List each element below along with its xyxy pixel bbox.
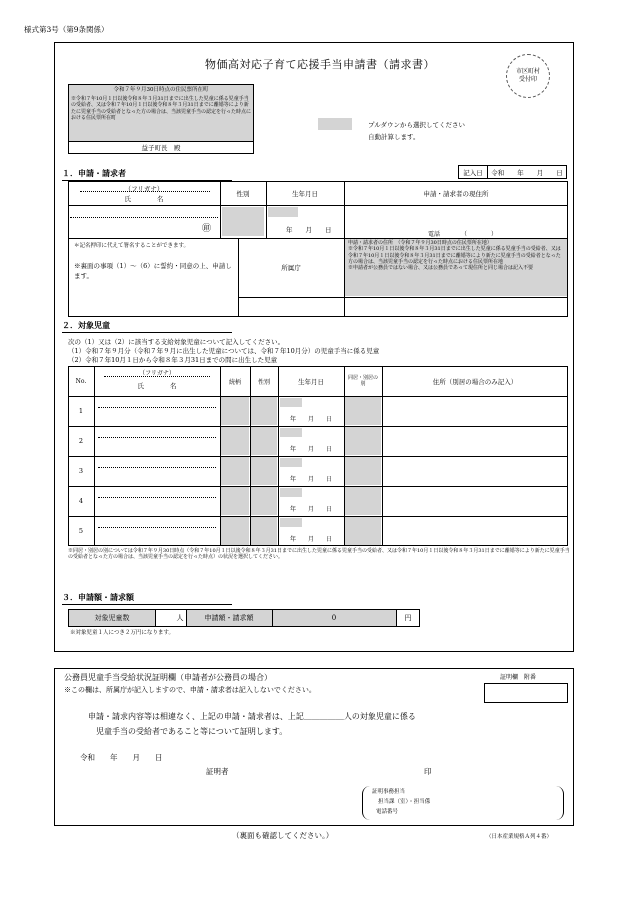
- section3-note: ※対象児童１人につき２万円になります。: [70, 630, 174, 636]
- child-birth-ymd: 年 月 日: [290, 476, 333, 483]
- applicant-gender-select[interactable]: [222, 207, 264, 236]
- section3-title: ３．申請額・請求額: [62, 592, 232, 605]
- municipality-note: ※令和７年10月１日以後令和８年３月31日までに出生した児童に係る児童手当の受給者、又は令和７年10月１日以後令和８年３月31日までに離婚等により新たに児童手当の受給者となった方の場合は、当該児童手当の認定を行った時点における住民票所在町: [71, 96, 252, 121]
- col-address-header: 住所（別居の場合のみ記入）: [432, 377, 518, 386]
- col-no-header: No.: [75, 377, 87, 385]
- pulldown-legend-swatch: [318, 118, 352, 130]
- cert-statement-2: 児童手当の受給者であること等について証明します。: [96, 727, 288, 736]
- applicant-registered-address-note: 申請・請求者の住所 （令和７年９月30日時点の住民票所在地） ※令和７年10月１日以後令和８年３月31日までに出生した児童に係る児童手当の受給者、又は令和７年10月１日以後令和８年３月31日までに離婚等により新たに児童手当の受給者となった方の場合は、当該児童手当の認定を行った時点における住民票所在地 ※申請者が公務員ではない場合、又は公務員であって現住所と同じ場合は記入不要: [345, 239, 567, 296]
- child-cohab-select[interactable]: [345, 427, 381, 455]
- cert-date[interactable]: 令和 年 月 日: [80, 753, 163, 762]
- reception-stamp-circle: 市区町村 受付印: [506, 54, 550, 98]
- section2-item2: （2）令和７年10月１日から令和８年３月31日までの間に出生した児童: [68, 356, 278, 364]
- child-era-select[interactable]: [280, 398, 302, 407]
- col-relation-header: 続柄: [228, 378, 241, 386]
- child-furigana-input[interactable]: [96, 398, 218, 407]
- child-cohab-select[interactable]: [345, 457, 381, 485]
- child-address-input[interactable]: [384, 398, 566, 424]
- auto-calc-legend-text: 自動計算します。: [368, 133, 420, 141]
- child-row-number: 4: [78, 497, 84, 505]
- registered-address-input[interactable]: [346, 299, 566, 315]
- child-furigana-input[interactable]: [96, 488, 218, 497]
- cert-office-phone: 電話番号: [376, 809, 399, 815]
- cert-office-title: 証明事務担当: [372, 789, 406, 795]
- child-row-number: 2: [78, 437, 84, 445]
- child-cohab-select[interactable]: [345, 517, 381, 545]
- seal-mark: ㊞: [202, 224, 212, 234]
- col-cohab-header: 同居・別居の別: [347, 374, 378, 387]
- child-gender-select[interactable]: [251, 427, 277, 455]
- child-relation-select[interactable]: [221, 487, 249, 515]
- child-row-number: 5: [78, 527, 84, 535]
- form-title: 物価高対応子育て応援手当申請書（請求書）: [205, 58, 435, 71]
- oath-text: ※裏面の事項（1）～（6）に誓約・同意の上、申請します。: [74, 262, 232, 280]
- child-relation-select[interactable]: [221, 457, 249, 485]
- applicant-name-header: 氏 名: [124, 195, 164, 203]
- applicant-furigana-header: （フリガナ）: [124, 185, 164, 193]
- section2-note: ※同居・別居の別については令和７年９月30日時点（令和７年10月１日以後令和８年３月31日までに出生した児童に係る児童手当の受給者、又は令和７年10月１日以後令和８年３月31日までに離婚等により新たに児童手当の受給者となった方の場合は、当該児童手当の認定を行った時点）の状況を選択してください。: [68, 548, 570, 561]
- child-cohab-select[interactable]: [345, 487, 381, 515]
- child-name-input[interactable]: [96, 409, 218, 424]
- applicant-phone[interactable]: 電話 （ ）: [428, 231, 498, 238]
- amount-value: 0: [331, 614, 337, 622]
- child-count-unit: 人: [176, 614, 184, 622]
- child-era-select[interactable]: [280, 518, 302, 527]
- child-gender-select[interactable]: [251, 457, 277, 485]
- child-furigana-input[interactable]: [96, 518, 218, 527]
- col-birth-header: 生年月日: [298, 377, 324, 386]
- date-field[interactable]: 令和 年 月 日: [487, 165, 567, 179]
- cert-statement-1: 申請・請求内容等は相違なく、上記の申請・請求者は、上記＿＿＿＿＿人の対象児童に係る: [88, 712, 416, 721]
- col-furigana-header: （フリガナ）: [139, 370, 175, 377]
- section2-item1: （1）令和７年９月分（令和７年９月に出生した児童については、令和７年10月分）の児童手当に係る児童: [68, 347, 380, 355]
- child-address-input[interactable]: [384, 518, 566, 544]
- child-count-label: 対象児童数: [94, 614, 130, 622]
- col-name-header: 氏 名: [137, 382, 177, 390]
- affiliation-label: 所属庁: [281, 264, 301, 272]
- child-gender-select[interactable]: [251, 487, 277, 515]
- child-furigana-input[interactable]: [96, 458, 218, 467]
- applicant-era-select[interactable]: [268, 207, 298, 217]
- child-address-input[interactable]: [384, 458, 566, 484]
- seal-note: ＊記名押印に代えて署名することができます。: [74, 243, 190, 249]
- applicant-address-input[interactable]: [346, 207, 566, 227]
- section2-title: ２．対象児童: [62, 320, 232, 333]
- child-era-select[interactable]: [280, 488, 302, 497]
- applicant-birth-header: 生年月日: [292, 189, 318, 198]
- applicant-address-header: 申請・請求者の現住所: [423, 189, 489, 198]
- amount-label: 申請額・請求額: [204, 614, 254, 622]
- child-gender-select[interactable]: [251, 517, 277, 545]
- child-name-input[interactable]: [96, 499, 218, 514]
- date-label: 記入日: [458, 165, 488, 179]
- child-relation-select[interactable]: [221, 397, 249, 425]
- child-relation-select[interactable]: [221, 517, 249, 545]
- child-cohab-select[interactable]: [345, 397, 381, 425]
- cert-seal-label: 印: [424, 767, 432, 776]
- cert-ref-input[interactable]: [484, 683, 568, 703]
- municipality-heading: 令和７年９月30日時点の住民票所在町: [113, 87, 209, 93]
- child-address-input[interactable]: [384, 488, 566, 514]
- cert-note: ※この欄は、所属庁が記入しますので、申請・請求者は記入しないでください。: [64, 686, 316, 694]
- child-relation-select[interactable]: [221, 427, 249, 455]
- child-address-input[interactable]: [384, 428, 566, 454]
- form-number: 様式第3号（第9条関係）: [24, 25, 109, 34]
- affiliation-input[interactable]: [240, 299, 342, 315]
- addressee: 益子町長 殿: [141, 144, 181, 152]
- applicant-gender-header: 性別: [236, 189, 250, 198]
- col-gender-header: 性別: [257, 378, 270, 386]
- child-birth-ymd: 年 月 日: [290, 506, 333, 513]
- child-birth-ymd: 年 月 日: [290, 536, 333, 543]
- child-gender-select[interactable]: [251, 397, 277, 425]
- footer-paper-size: （日本産業規格Ａ列４番）: [486, 834, 553, 840]
- child-name-input[interactable]: [96, 439, 218, 454]
- child-era-select[interactable]: [280, 458, 302, 467]
- applicant-birth-ymd: 年 月 日: [286, 226, 332, 234]
- section2-intro: 次の（1）又は（2）に該当する支給対象児童について記入してください。: [68, 338, 285, 346]
- child-name-input[interactable]: [96, 529, 218, 544]
- child-era-select[interactable]: [280, 428, 302, 437]
- cert-title: 公務員児童手当受給状況証明欄（申請者が公務員の場合）: [64, 673, 272, 682]
- child-birth-ymd: 年 月 日: [290, 416, 333, 423]
- cert-office-dept: 担当課（室）・担当係: [378, 799, 431, 805]
- amount-unit: 円: [404, 614, 412, 622]
- child-row-number: 3: [78, 467, 84, 475]
- applicant-name-input[interactable]: [70, 219, 200, 236]
- child-row-number: 1: [78, 407, 84, 415]
- pulldown-legend-text: プルダウンから選択してください: [368, 121, 465, 129]
- child-birth-ymd: 年 月 日: [290, 446, 333, 453]
- footer-back-note: （裏面も確認してください。）: [232, 831, 334, 840]
- child-name-input[interactable]: [96, 469, 218, 484]
- applicant-furigana-input[interactable]: [70, 207, 218, 217]
- municipality-box: [68, 84, 254, 154]
- cert-ref-label: 証明欄 附番: [500, 674, 537, 681]
- section1-title: １．申請・請求者: [62, 168, 232, 181]
- cert-certifier-label: 証明者: [206, 767, 229, 776]
- child-furigana-input[interactable]: [96, 428, 218, 437]
